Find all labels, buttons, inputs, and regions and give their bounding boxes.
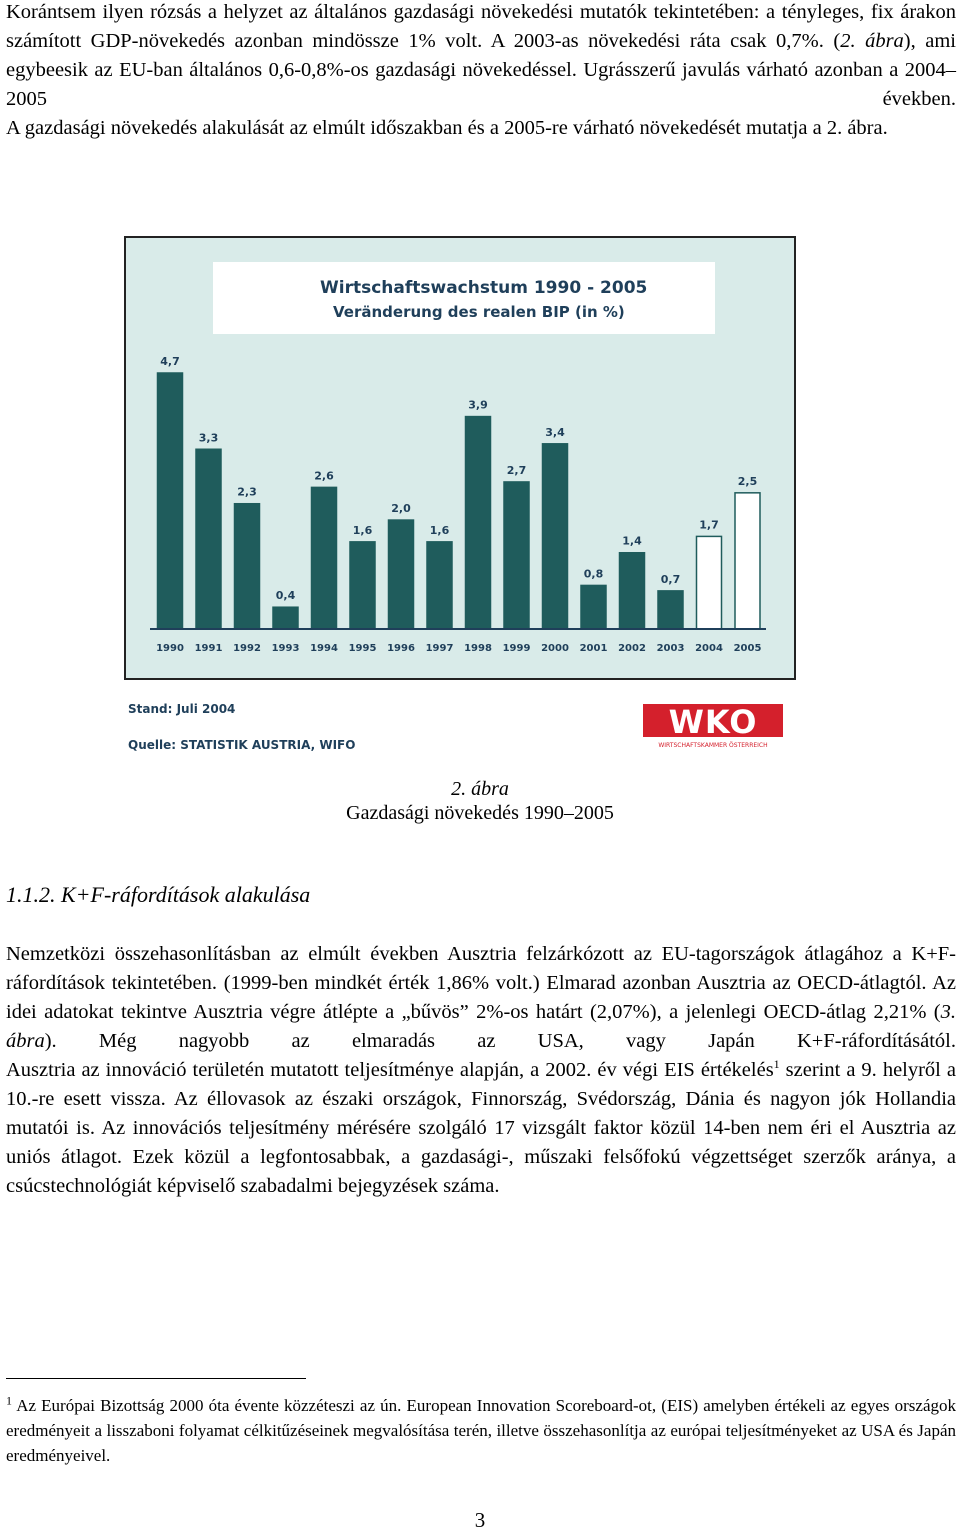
value-label-1994: 2,6	[314, 469, 334, 483]
chart-subtitle: Veränderung des realen BIP (in %)	[333, 303, 625, 321]
value-label-1990: 4,7	[160, 355, 180, 368]
value-label-2001: 0,8	[583, 567, 604, 581]
bar-2004	[697, 536, 722, 629]
x-tick-2000: 2000	[541, 643, 569, 654]
bar-1995	[350, 542, 375, 629]
section-paragraph-2: Ausztria az innováció területén mutatott teljesítménye alapján, a 2002. év végi EIS értékelés$^1$ szerint a 9. helyről a 10.-re esett vissza. Az éllovasok az északi országok, Finnország, Svédország, Dánia és nagyon jók Hollandia mutatói is. Az innovációs teljesítmény mérésére szolgáló 17 vizsgált faktor közül 14-ben nem éri el Ausztria az uniós átlagot. Ezek közül a legfontosabbak, a gazdasági-, műszaki felsőfokú végzettséget szerzők aránya, a csúcstechnológiát képviselő szabadalmi bejegyzések száma.	[6, 1057, 956, 1197]
bar-1998	[466, 417, 491, 629]
value-label-2002: 1,4	[622, 534, 642, 548]
bar-1996	[389, 520, 414, 629]
intro-text: Korántsem ilyen rózsás a helyzet az általános gazdasági növekedési mutatók tekintetében: a tényleges, fix árakon számított GDP-növekedés azonban mindössze 1% volt. A 2003-as növekedési ráta csak 0,7%. (2. ábra), ami egybeesik az EU-ban általános 0,6-0,8%-os gazdasági növekedéssel. Ugrásszerű javulás várható azonban a 2004–2005 években.	[6, 1, 956, 110]
x-tick-1996: 1996	[387, 643, 415, 654]
x-tick-1995: 1995	[348, 643, 377, 654]
figure-reference-3: 3. ábra	[6, 1001, 956, 1052]
value-label-1991: 3,3	[198, 431, 219, 445]
footnote-number: 1	[6, 1393, 12, 1408]
bar-1992	[235, 504, 260, 629]
value-label-2000: 3,4	[545, 425, 565, 439]
value-label-2004: 1,7	[699, 518, 719, 532]
bar-2000	[543, 444, 568, 629]
chart-title-box	[213, 262, 715, 334]
wko-logo	[643, 703, 783, 749]
x-tick-2005: 2005	[733, 643, 762, 654]
section-heading: 1.1.2. K+F-ráfordítások alakulása	[6, 882, 311, 907]
bar-1994	[312, 487, 337, 629]
x-tick-1990: 1990	[156, 643, 184, 654]
section-body	[6, 940, 956, 1201]
bar-2003	[658, 591, 683, 629]
value-label-1997: 1,6	[429, 523, 450, 537]
source-note: Quelle: STATISTIK AUSTRIA, WIFO	[128, 738, 356, 752]
value-label-1995: 1,6	[352, 523, 373, 537]
bar-1993	[273, 607, 298, 629]
x-tick-1993: 1993	[271, 643, 300, 654]
logo-letters: WKO	[668, 703, 758, 741]
value-label-2003: 0,7	[660, 572, 681, 586]
x-tick-1991: 1991	[194, 643, 223, 654]
value-label-1998: 3,9	[468, 398, 488, 412]
footnote-marker: 1	[773, 1057, 780, 1072]
value-label-1999: 2,7	[506, 463, 527, 477]
bar-1991	[196, 449, 221, 629]
bar-1997	[427, 542, 452, 629]
x-tick-1998: 1998	[464, 643, 492, 654]
chart-title: Wirtschaftswachstum 1990 - 2005	[320, 278, 648, 298]
x-tick-2001: 2001	[579, 643, 608, 654]
x-tick-1999: 1999	[502, 643, 531, 654]
page-number: 3	[474, 1508, 486, 1532]
figure-caption-number: 2. ábra	[451, 778, 509, 800]
logo-tagline: WIRTSCHAFTSKAMMER ÖSTERREICH	[658, 742, 768, 749]
x-tick-2002: 2002	[618, 643, 646, 654]
footnote-text: Az Európai Bizottság 2000 óta évente közzéteszi az ún. European Innovation Scoreboard-ot, (EIS) amelyben értékeli az egyes országok eredményeit a lisszaboni folyamat célkitűzéseinek megvalósítása terén, illetve összehasonlítja az európai teljesítményeket az USA és Japán eredményeivel.	[6, 1396, 956, 1465]
bar-1990	[158, 373, 183, 629]
x-tick-1994: 1994	[310, 643, 338, 654]
bar-2005	[735, 493, 760, 629]
footnote-separator	[6, 1378, 306, 1379]
x-tick-1992: 1992	[233, 643, 261, 654]
value-label-2005: 2,5	[737, 474, 758, 488]
intro-text-2: A gazdasági növekedés alakulását az elmúlt időszakban és a 2005-re várható növekedését mutatja a 2. ábra.	[6, 117, 888, 139]
x-tick-1997: 1997	[425, 643, 454, 654]
x-tick-2003: 2003	[656, 643, 685, 654]
bar-2002	[620, 553, 645, 629]
figure-caption-title: Gazdasági növekedés 1990–2005	[346, 802, 614, 824]
value-label-1996: 2,0	[391, 502, 411, 516]
section-paragraph-1: Nemzetközi összehasonlításban az elmúlt években Ausztria felzárkózott az EU-tagországok átlagához a K+F-ráfordítások tekintetében. (1999-ben mindkét érték 1,86% volt.) Elmarad azonban Ausztria az OECD-átlagtól. Az idei adatokat tekintve Ausztria végre átlépte a „bűvös” 2%-os határt (2,07%), a jelenlegi OECD-átlag 2,21% (3. ábra). Még nagyobb az elmaradás az USA, vagy Japán K+F-ráfordításától.	[6, 943, 956, 1052]
value-label-1993: 0,4	[275, 589, 296, 603]
footnote	[6, 1393, 956, 1468]
bar-1999	[504, 482, 529, 629]
x-tick-2004: 2004	[695, 643, 723, 654]
bar-2001	[581, 585, 606, 629]
figure-reference: 2. ábra	[840, 30, 904, 52]
stand-note: Stand: Juli 2004	[128, 702, 236, 716]
value-label-1992: 2,3	[237, 485, 257, 499]
